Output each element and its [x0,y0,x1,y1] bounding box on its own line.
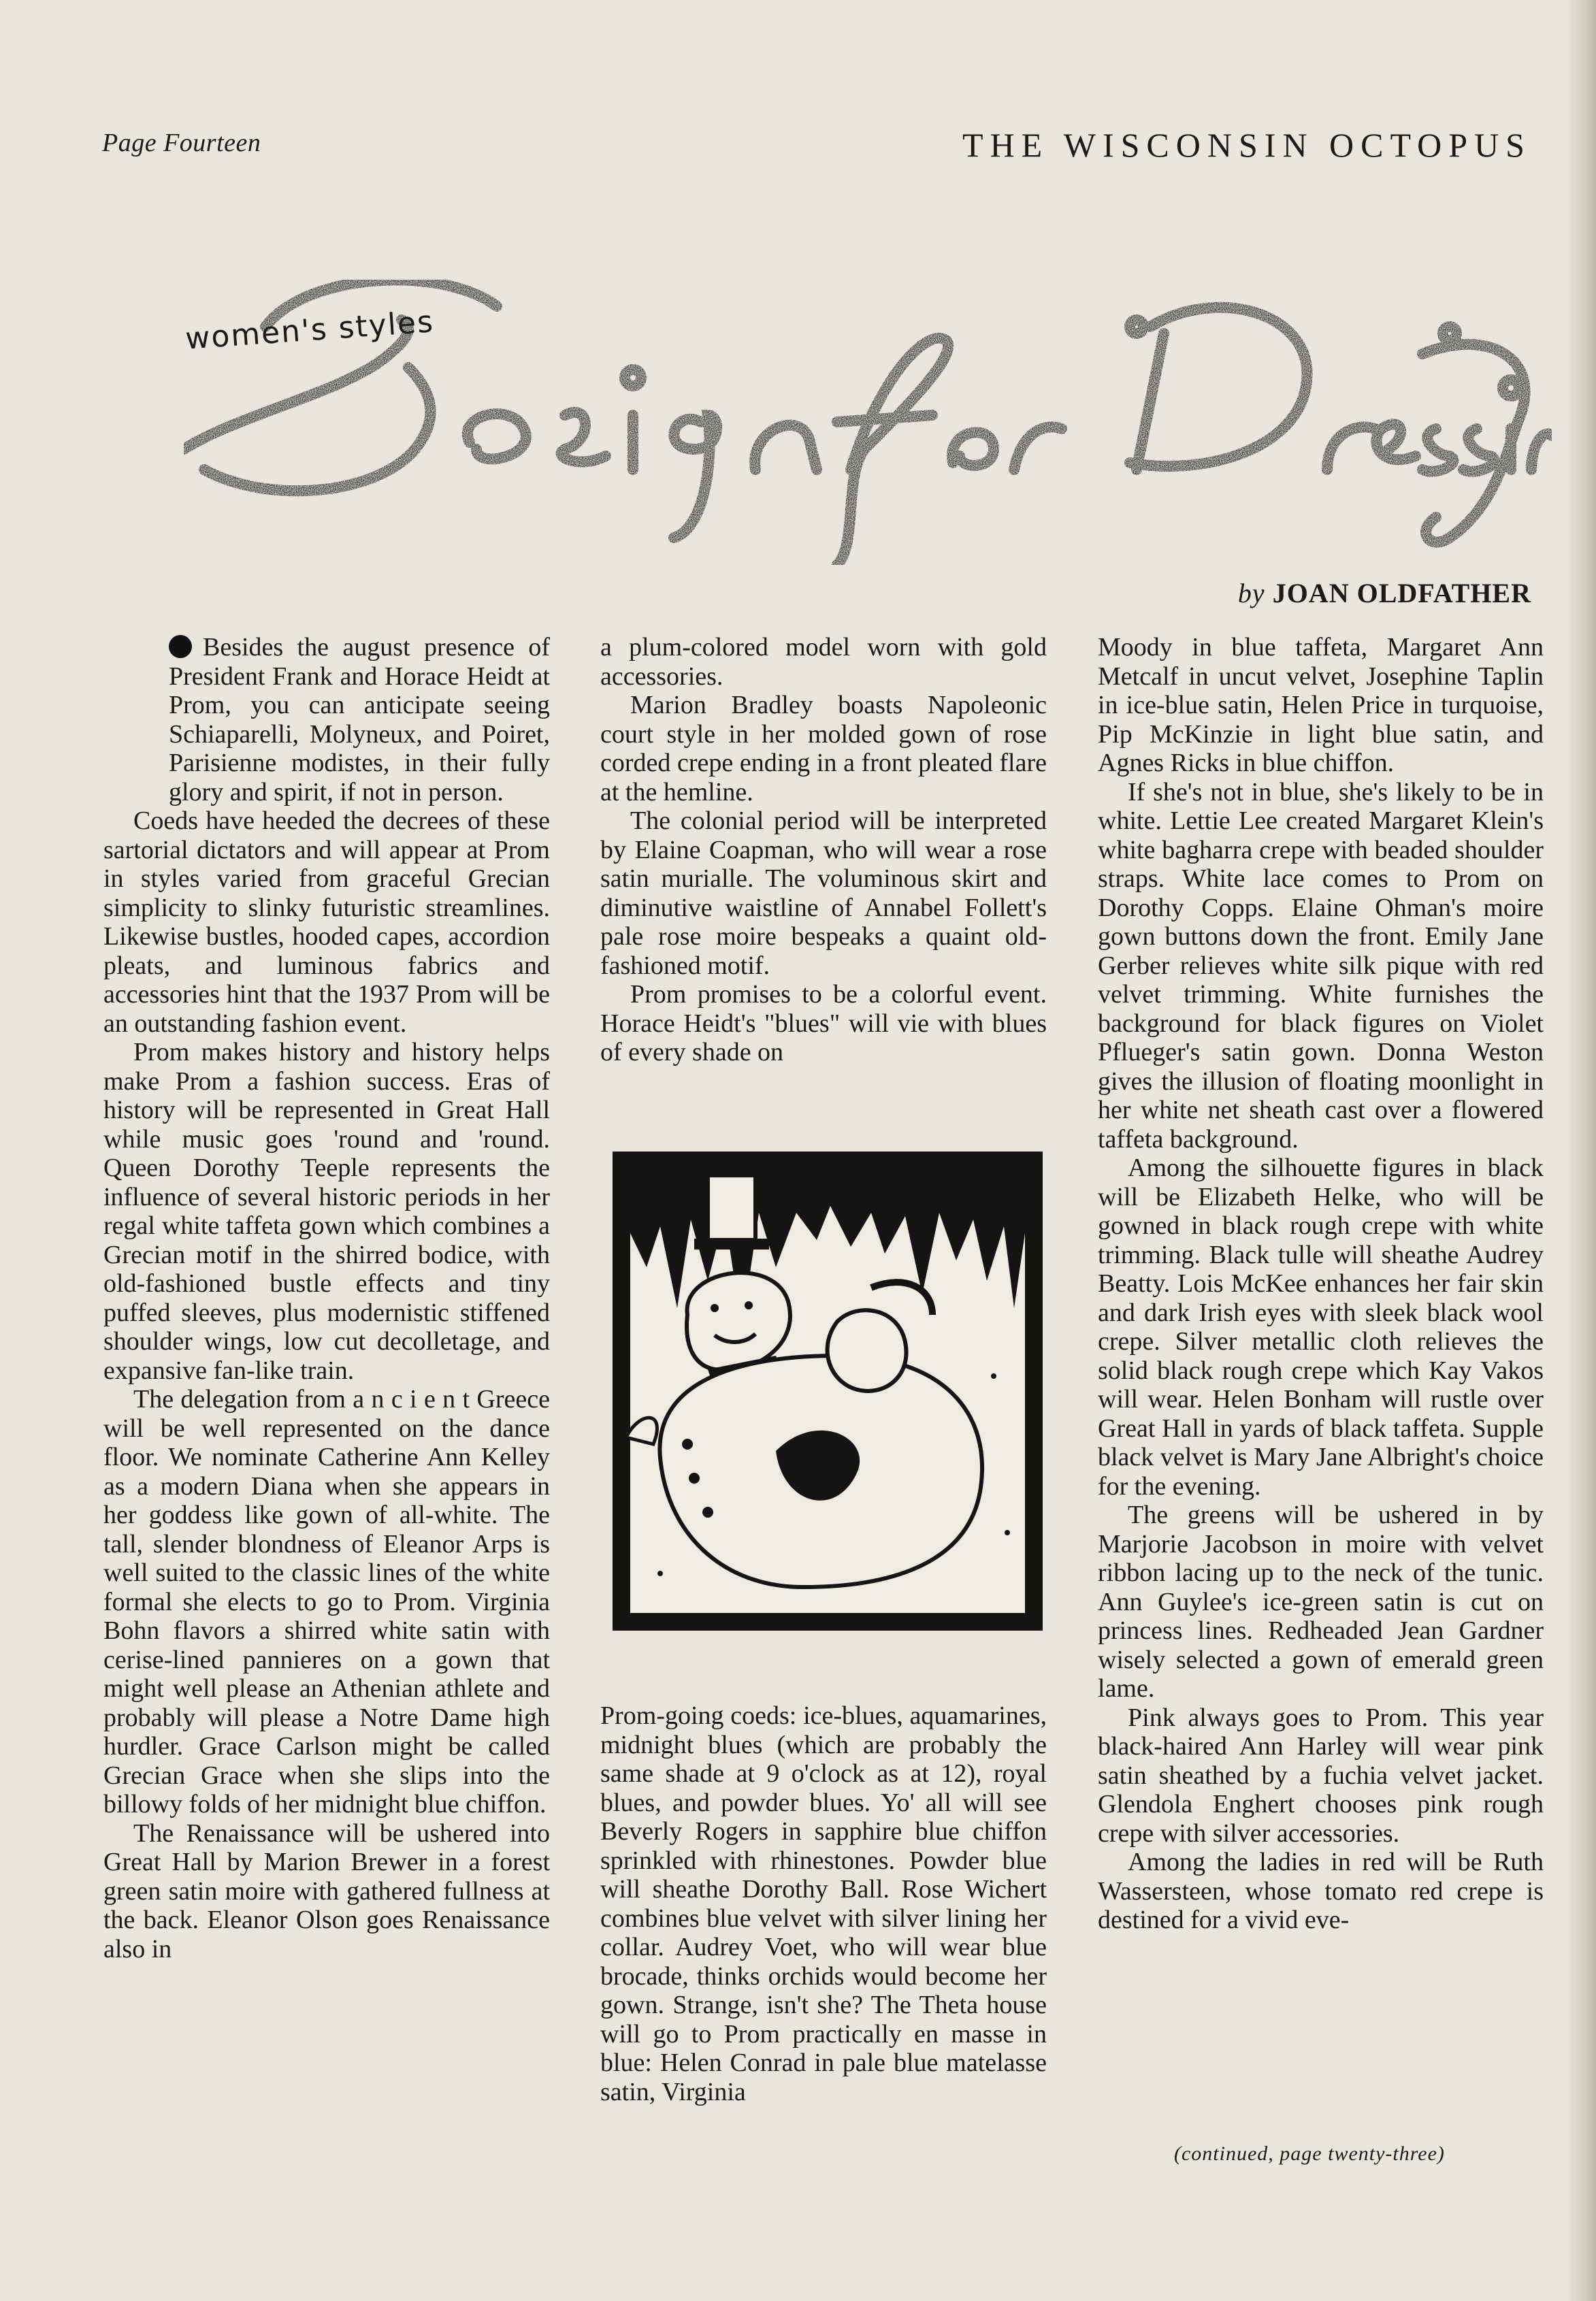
running-head: THE WISCONSIN OCTOPUS [962,126,1531,164]
article-column-3 [1098,633,1544,1935]
headline-lettering [157,245,1559,585]
byline-prefix: by [1237,578,1265,608]
article-paragraph: The colonial period will be interpreted by Elaine Coapman, who will wear a rose satin murialle. The voluminous skirt and diminutive waistline of Annabel Follett's pale rose moire bespeaks a quaint old-fashioned motif. [600,806,1047,980]
article-paragraph: Pink always goes to Prom. This year black-haired Ann Harley will wear pink satin sheathed by a fuchia velvet jacket. Glendola Enghert chooses pink rough crepe with silver accessories. [1098,1703,1544,1848]
bullet-icon [169,635,192,658]
article-paragraph: Moody in blue taffeta, Margaret Ann Metcalf in uncut velvet, Josephine Taplin in ice-blue satin, Helen Price in turquoise, Pip McKinzie in light blue satin, and Agnes Ricks in blue chiffon. [1098,633,1544,777]
article-paragraph: Prom promises to be a colorful event. Horace Heidt's "blues" will vie with blues of every shade on [600,980,1047,1066]
byline [1238,577,1531,609]
article-paragraph: Coeds have heeded the decrees of these sartorial dictators and will appear at Prom in styles varied from graceful Grecian simplicity to slinky futuristic streamlines. Likewise bustles, hooded capes, accordion pleats, and luminous fabrics and accessories hint that the 1937 Prom will be an outstanding fashion event. [103,806,550,1038]
byline-author: JOAN OLDFATHER [1272,578,1531,608]
article-column-2-top [600,633,1047,1067]
article-column-1 [103,633,550,1963]
continued-note: (continued, page twenty-three) [1174,2142,1445,2165]
page-number: Page Fourteen [102,129,261,157]
article-paragraph: The delegation from a n c i e n t Greece will be well represented on the dance floor. We nominate Catherine Ann Kelley as a modern Diana when she appears in her goddess like gown of all-white. The tall, slender blondness of Eleanor Arps is well suited to the classic lines of the white formal she elects to go to Prom. Virginia Bohn flavors a shirred white satin with cerise-lined pannieres on a gown that might well please an Athenian athlete and probably will please a Notre Dame high hurdler. Grace Carlson might be called Grecian Grace when she slips into the billowy folds of her midnight blue chiffon. [103,1385,550,1818]
section-kicker: women's styles [184,304,436,357]
page-spine-shadow [1569,0,1596,2301]
article-paragraph: The greens will be ushered in by Marjorie Jacobson in moire with velvet ribbon lacing up to the neck of the tunic. Ann Guylee's ice-green satin is cut on princess lines. Redheaded Jean Gardner wisely selected a gown of emerald green lame. [1098,1501,1544,1703]
snowman-woodcut-illustration [613,1152,1043,1631]
article-paragraph: Marion Bradley boasts Napoleonic court style in her molded gown of rose corded crepe ending in a front pleated flare at the hemline. [600,691,1047,806]
article-paragraph: The Renaissance will be ushered into Great Hall by Marion Brewer in a forest green satin moire with gathered fullness at the back. Eleanor Olson goes Renaissance also in [103,1818,550,1963]
article-paragraph: Prom makes history and history helps make Prom a fashion success. Eras of history will be represented in Great Hall while music goes 'round and 'round. Queen Dorothy Teeple represents the influence of several historic periods in her regal white taffeta gown which combines a Grecian motif in the shirred bodice, with old-fashioned bustle effects and tiny puffed sleeves, plus modernistic stiffened shoulder wings, low cut decolletage, and expansive fan-like train. [103,1038,550,1385]
article-paragraph: Besides the august presence of President Frank and Horace Heidt at Prom, you can anticipate seeing Schiaparelli, Molyneux, and Poiret, Parisienne modistes, in their fully glory and spirit, if not in person. [169,633,550,806]
article-paragraph: Among the silhouette figures in black will be Elizabeth Helke, who will be gowned in black rough crepe with white trimming. Black tulle will sheathe Audrey Beatty. Lois McKee enhances her fair skin and dark Irish eyes with sleek black wool crepe. Silver metallic cloth relieves the solid black rough crepe which Kay Vakos will wear. Helen Bonham will rustle over Great Hall in yards of black taffeta. Supple black velvet is Mary Jane Albright's choice for the evening. [1098,1154,1544,1501]
article-column-2-bottom [600,1701,1047,2106]
article-paragraph: If she's not in blue, she's likely to be in white. Lettie Lee created Margaret Klein's white bagharra crepe with beaded shoulder straps. White lace comes to Prom on Dorothy Copps. Elaine Ohman's moire gown buttons down the front. Emily Jane Gerber relieves white silk pique with red velvet trimming. White furnishes the background for black figures on Violet Pflueger's satin gown. Donna Weston gives the illusion of floating moonlight in her white net sheath cast over a flowered taffeta background. [1098,777,1544,1154]
article-paragraph: Prom-going coeds: ice-blues, aquamarines, midnight blues (which are probably the same shade at 9 o'clock as at 12), royal blues, and powder blues. Yo' all will see Beverly Rogers in sapphire blue chiffon sprinkled with rhinestones. Powder blue will sheathe Dorothy Ball. Rose Wichert combines blue velvet with silver lining her collar. Audrey Voet, who will wear blue brocade, thinks orchids would become her gown. Strange, isn't she? The Theta house will go to Prom practically en masse in blue: Helen Conrad in pale blue matelasse satin, Virginia [600,1701,1047,2106]
article-paragraph: Among the ladies in red will be Ruth Wassersteen, whose tomato red crepe is destined for a vivid eve- [1098,1848,1544,1934]
article-paragraph: a plum-colored model worn with gold accessories. [600,633,1047,691]
